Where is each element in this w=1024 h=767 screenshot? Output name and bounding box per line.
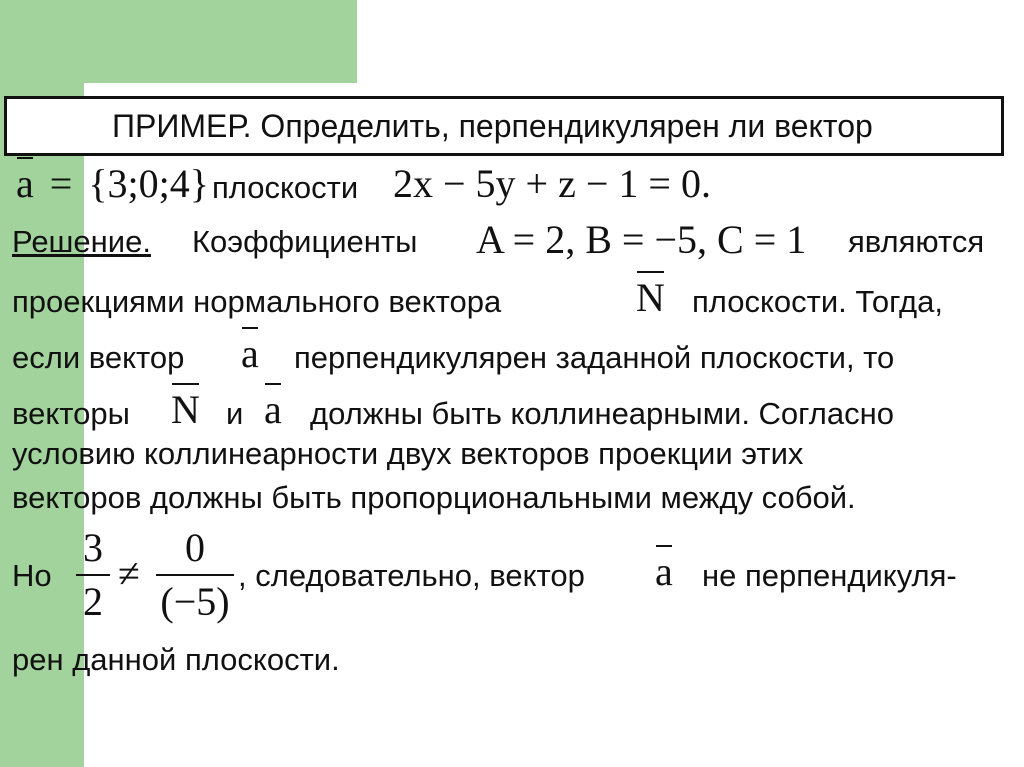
slide: [0, 83, 1024, 767]
solution-line1-text: Коэффициенты: [192, 224, 418, 259]
word-and: и: [226, 396, 244, 431]
normal-vector-N: N: [636, 273, 665, 323]
solution-line3-a: если вектор: [12, 340, 185, 375]
solution-line5: условию коллинеарности двух векторов проекции этих: [12, 436, 804, 471]
normal-vector-N-2: N: [171, 385, 200, 435]
solution-label: Решение.: [12, 224, 151, 259]
equals-sign: =: [49, 161, 73, 206]
coefficients: A = 2, B = −5, C = 1: [476, 217, 807, 262]
word-plane: плоскости: [212, 170, 359, 205]
fraction-3-over-2: 3 2: [76, 526, 110, 624]
solution-line4-a: векторы: [12, 396, 130, 431]
solution-line6: векторов должны быть пропорциональными между собой.: [12, 480, 856, 515]
decor-green-top: [0, 0, 357, 83]
solution-line1-end: являются: [848, 224, 985, 259]
conclusion-text-b: не перпендикуля-: [702, 558, 957, 593]
example-title-box: [4, 96, 1004, 156]
solution-line2-a: проекциями нормального вектора: [12, 284, 502, 319]
vector-a-inline-1: a: [241, 329, 259, 379]
conclusion-text-a: , следовательно, вектор: [238, 558, 585, 593]
word-but: Но: [12, 558, 52, 593]
fraction-0-over-minus5: 0 (−5): [156, 526, 234, 624]
solution-line3-b: перпендикулярен заданной плоскости, то: [294, 340, 895, 375]
solution-line4-b: должны быть коллинеарными. Согласно: [310, 396, 894, 431]
vector-a-inline-3: a: [655, 547, 673, 597]
vector-a-symbol: a: [16, 159, 34, 209]
vector-a-inline-2: a: [264, 385, 282, 435]
plane-equation: 2x − 5y + z − 1 = 0.: [393, 161, 711, 206]
vector-a-definition: [16, 159, 209, 209]
not-equal-sign: ≠: [118, 551, 140, 596]
vector-a-components: {3;0;4}: [88, 161, 209, 206]
solution-line2-b: плоскости. Тогда,: [692, 284, 943, 319]
conclusion-line2: рен данной плоскости.: [12, 642, 340, 677]
example-title: ПРИМЕР. Определить, перпендикулярен ли вектор: [112, 108, 873, 144]
